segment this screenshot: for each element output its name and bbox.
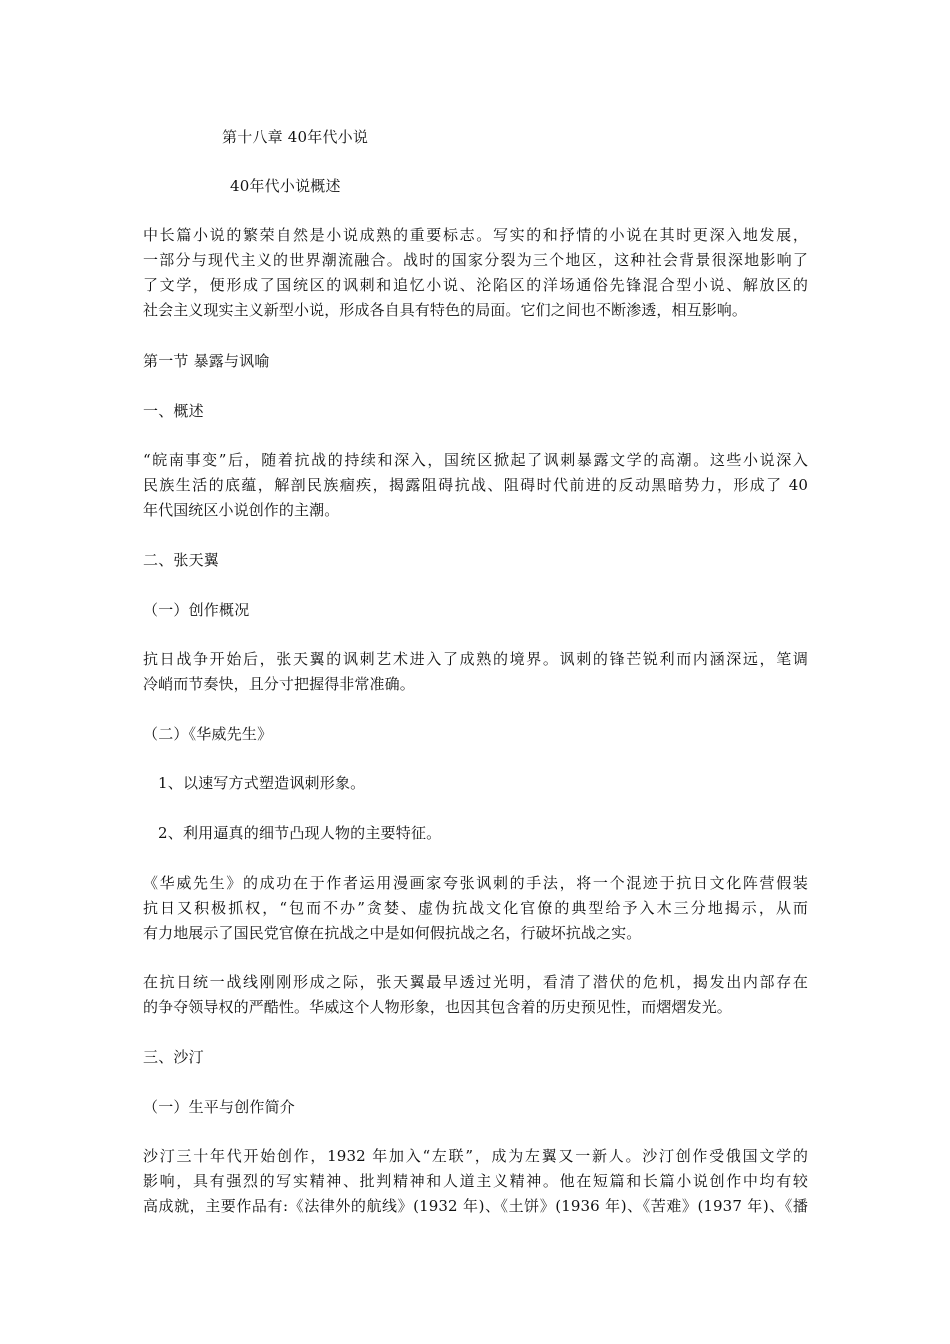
zty-line: 冷峭而节奏快，且分寸把握得非常准确。 <box>143 675 415 693</box>
huawei-line: 有力地展示了国民党官僚在抗战之中是如何假抗战之名，行破坏抗战之实。 <box>143 924 642 942</box>
chapter-title: 第十八章 40年代小说 <box>222 128 369 146</box>
overview-title: 40年代小说概述 <box>230 177 341 195</box>
st-line: 沙汀三十年代开始创作，1932 年加入“左联”，成为左翼又一新人。沙汀创作受俄国文学的 <box>143 1147 808 1165</box>
overview-paragraph <box>143 448 808 523</box>
intro-line: 了文学，便形成了国统区的讽刺和追忆小说、沦陷区的洋场通俗先锋混合型小说、解放区的 <box>143 276 808 294</box>
st-paragraph <box>143 1144 808 1219</box>
intro-paragraph <box>143 223 808 323</box>
st-bio-heading: （一）生平与创作简介 <box>143 1098 296 1116</box>
huawei-heading: （二）《华威先生》 <box>143 725 273 743</box>
section-1-title: 第一节 暴露与讽喻 <box>143 352 270 370</box>
intro-line: 中长篇小说的繁荣自然是小说成熟的重要标志。写实的和抒情的小说在其时更深入地发展， <box>143 226 808 244</box>
zty-paragraph <box>143 647 808 697</box>
huawei-paragraph-1 <box>143 871 808 946</box>
huawei-line: 抗日又积极抓权，“包而不办”贪婪、虚伪抗战文化官僚的典型给予入木三分地揭示，从而 <box>143 899 808 917</box>
overview-line: 民族生活的底蕴，解剖民族痼疾，揭露阻碍抗战、阻碍时代前进的反动黑暗势力，形成了 40 <box>143 476 808 494</box>
subsection-overview: 一、概述 <box>143 402 204 420</box>
subsection-zhang-tianyi: 二、张天翼 <box>143 551 220 569</box>
zty-line: 抗日战争开始后，张天翼的讽刺艺术进入了成熟的境界。讽刺的锋芒锐利而内涵深远，笔调 <box>143 650 808 668</box>
zty-creation-heading: （一）创作概况 <box>143 601 250 619</box>
overview-line: “皖南事变”后，随着抗战的持续和深入，国统区掀起了讽刺暴露文学的高潮。这些小说深入 <box>143 451 808 469</box>
intro-line: 一部分与现代主义的世界潮流融合。战时的国家分裂为三个地区，这种社会背景很深地影响了 <box>143 251 808 269</box>
point-1: 1、以速写方式塑造讽刺形象。 <box>158 774 366 792</box>
subsection-sha-ting: 三、沙汀 <box>143 1048 204 1066</box>
st-line: 高成就，主要作品有:《法律外的航线》(1932 年)、《土饼》(1936 年)、《苦难》(1937 年)、《播 <box>143 1197 808 1215</box>
huawei-line: 《华威先生》的成功在于作者运用漫画家夸张讽刺的手法，将一个混迹于抗日文化阵营假装 <box>143 874 808 892</box>
st-line: 影响，具有强烈的写实精神、批判精神和人道主义精神。他在短篇和长篇小说创作中均有较 <box>143 1172 808 1190</box>
huawei-line: 在抗日统一战线刚刚形成之际，张天翼最早透过光明，看清了潜伏的危机，揭发出内部存在 <box>143 973 808 991</box>
huawei-line: 的争夺领导权的严酷性。华威这个人物形象，也因其包含着的历史预见性，而熠熠发光。 <box>143 998 732 1016</box>
intro-line: 社会主义现实主义新型小说，形成各自具有特色的局面。它们之间也不断渗透，相互影响。 <box>143 301 748 319</box>
point-2: 2、利用逼真的细节凸现人物的主要特征。 <box>158 824 442 842</box>
huawei-paragraph-2 <box>143 970 808 1020</box>
overview-line: 年代国统区小说创作的主潮。 <box>143 501 340 519</box>
